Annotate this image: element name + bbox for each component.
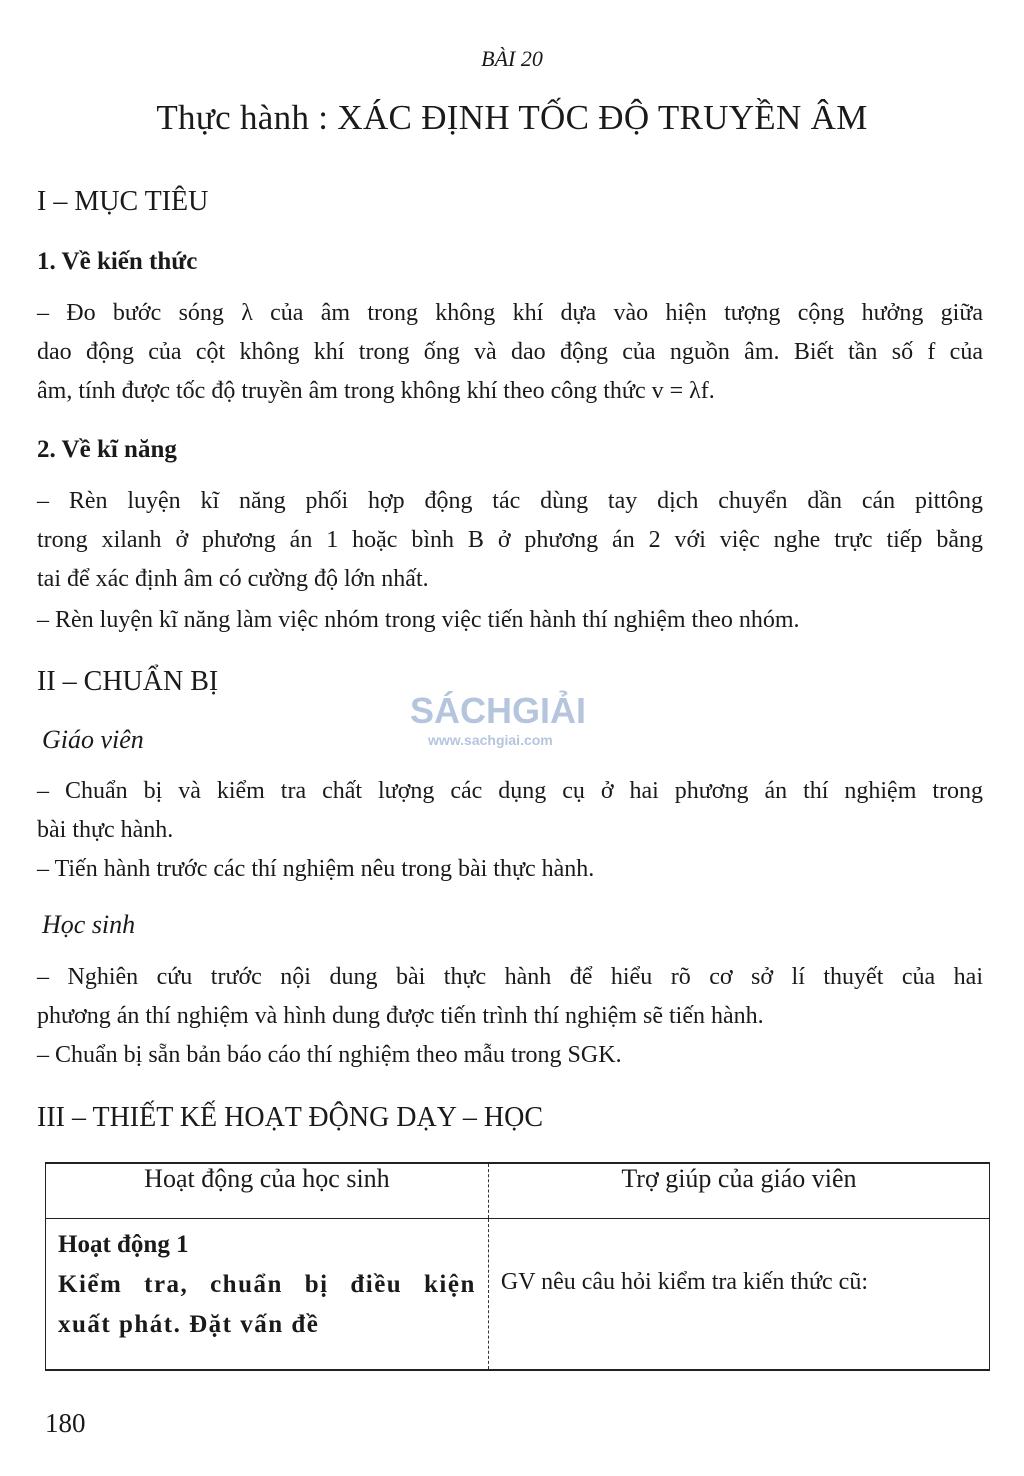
activity-line: Kiểm tra, chuẩn bị điều kiện <box>58 1271 476 1298</box>
heading-preparation: II – CHUẨN BỊ <box>37 666 219 697</box>
table-header-row <box>46 1163 990 1219</box>
text-line: – Tiến hành trước các thí nghiệm nêu trong bài thực hành. <box>37 856 595 882</box>
text-line: phương án thí nghiệm và hình dung được tiến trình thí nghiệm sẽ tiến hành. <box>37 1003 764 1029</box>
knowledge-paragraph <box>37 294 983 411</box>
table-row <box>46 1219 990 1371</box>
text-line: – Rèn luyện kĩ năng phối hợp động tác dùng tay dịch chuyển dần cán pittông <box>37 488 983 514</box>
lesson-number: BÀI 20 <box>481 46 543 71</box>
text-line: tai để xác định âm có cường độ lớn nhất. <box>37 566 429 592</box>
text-line: – Nghiên cứu trước nội dung bài thực hành để hiểu rõ cơ sở lí thuyết của hai <box>37 964 983 990</box>
watermark <box>410 690 630 790</box>
heading-activities: III – THIẾT KẾ HOẠT ĐỘNG DẠY – HỌC <box>37 1102 544 1133</box>
heading-skills: 2. Về kĩ năng <box>37 436 177 463</box>
table-header-teacher: Trợ giúp của giáo viên <box>488 1163 989 1219</box>
text-line: dao động của cột không khí trong ống và dao động của nguồn âm. Biết tần số f của <box>37 339 983 365</box>
watermark-brand: SÁCHGIẢI <box>410 690 587 731</box>
text-line: âm, tính được tốc độ truyền âm trong không khí theo công thức v = λf. <box>37 378 715 404</box>
page-number: 180 <box>45 1408 86 1438</box>
text-line: bài thực hành. <box>37 817 174 843</box>
text-line: – Rèn luyện kĩ năng làm việc nhóm trong việc tiến hành thí nghiệm theo nhóm. <box>37 607 800 633</box>
text-line: – Đo bước sóng λ của âm trong không khí dựa vào hiện tượng cộng hưởng giữa <box>37 300 983 326</box>
text-line: – Chuẩn bị sẵn bản báo cáo thí nghiệm theo mẫu trong SGK. <box>37 1042 622 1068</box>
activity-table <box>45 1162 990 1371</box>
table-header-student: Hoạt động của học sinh <box>46 1163 489 1219</box>
student-paragraph <box>37 958 983 1075</box>
heading-teacher: Giáo viên <box>42 725 144 754</box>
activity-description <box>58 1265 476 1345</box>
heading-knowledge: 1. Về kiến thức <box>37 248 198 275</box>
activity-title: Hoạt động 1 <box>58 1231 189 1258</box>
text-line: trong xilanh ở phương án 1 hoặc bình B ở phương án 2 với việc nghe trực tiếp bằng <box>37 527 983 553</box>
heading-objectives: I – MỤC TIÊU <box>37 186 209 217</box>
text-line: – Chuẩn bị và kiểm tra chất lượng các dụng cụ ở hai phương án thí nghiệm trong <box>37 778 983 804</box>
page-title: Thực hành : XÁC ĐỊNH TỐC ĐỘ TRUYỀN ÂM <box>156 98 868 137</box>
watermark-url: www.sachgiai.com <box>428 732 553 748</box>
teacher-support-text: GV nêu câu hỏi kiểm tra kiến thức cũ: <box>500 1269 868 1295</box>
table-cell-student <box>46 1219 489 1371</box>
activity-line: xuất phát. Đặt vấn đề <box>58 1311 320 1338</box>
table-cell-teacher <box>488 1219 989 1371</box>
heading-student: Học sinh <box>42 910 136 939</box>
skills-paragraph <box>37 482 983 640</box>
